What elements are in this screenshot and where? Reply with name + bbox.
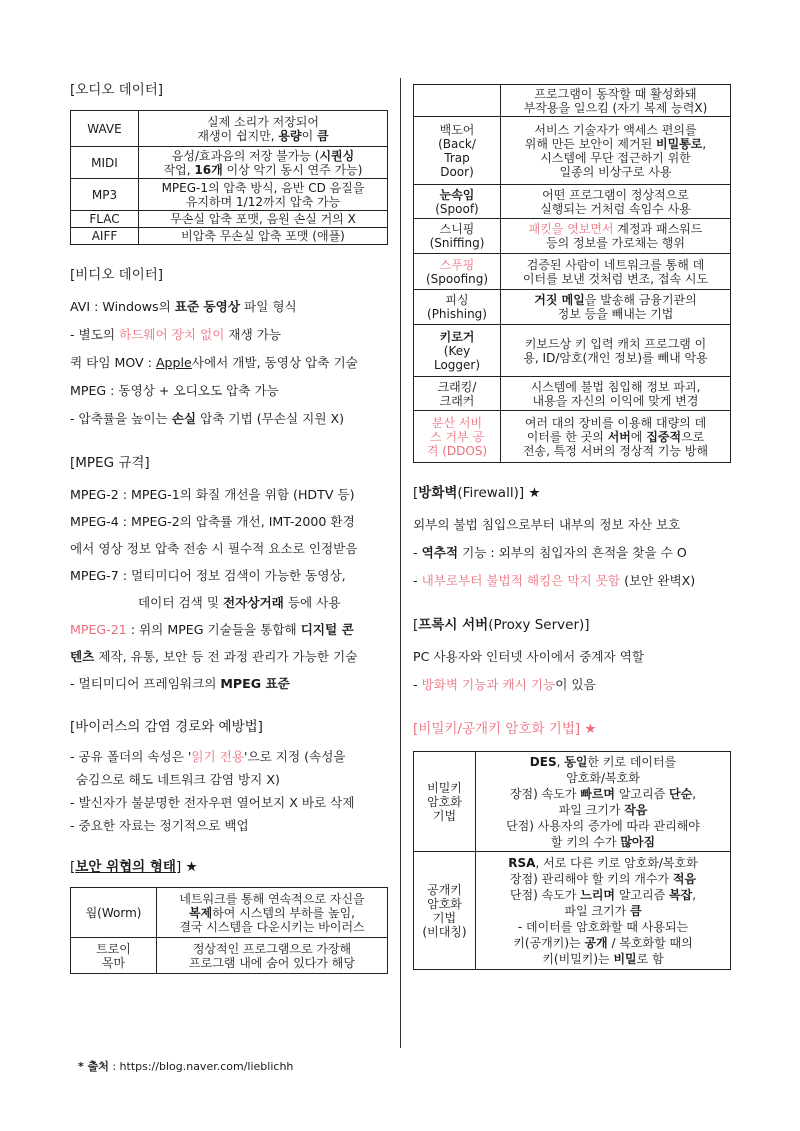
threat-desc: 정상적인 프로그램으로 가장해 프로그램 내에 숨어 있다가 해당 xyxy=(157,938,388,974)
mpeg-4: MPEG-4 : MPEG-2의 압축률 개선, IMT-2000 환경 xyxy=(70,514,355,529)
threat-desc: 검증된 사람이 네트워크를 통해 데 이터를 보낸 것처럼 변조, 접속 시도 xyxy=(501,254,731,290)
threat-name: 크래킹/ 크래커 xyxy=(414,377,501,411)
threat-name: 눈속임 (Spoof) xyxy=(414,185,501,219)
table-row xyxy=(414,85,731,117)
mpeg-framework: - 멀티미디어 프레임워크의 MPEG 표준 xyxy=(70,676,290,691)
audio-heading: [오디오 데이터] xyxy=(70,82,164,98)
threat-name xyxy=(414,85,501,117)
table-row xyxy=(71,211,388,228)
threat-desc: 시스템에 불법 침입해 정보 파괴, 내용을 자신의 이익에 맞게 변경 xyxy=(501,377,731,411)
format-name: WAVE xyxy=(71,111,139,147)
mpeg-heading: [MPEG 규격] xyxy=(70,455,150,471)
table-row xyxy=(414,254,731,290)
table-row xyxy=(414,219,731,254)
table-row xyxy=(71,111,388,147)
threat-name: 백도어 (Back/ Trap Door) xyxy=(414,117,501,185)
table-row xyxy=(414,117,731,185)
video-avi: AVI : Windows의 표준 동영상 파일 형식 xyxy=(70,299,297,314)
video-mpeg: MPEG : 동영상 + 오디오도 압축 가능 xyxy=(70,383,279,398)
mpeg-21-cont: 텐츠 제작, 유통, 보안 등 전 과정 관리가 가능한 기술 xyxy=(70,649,358,664)
firewall-line-1: 외부의 불법 침입으로부터 내부의 정보 자산 보호 xyxy=(413,517,681,532)
crypto-heading: [비밀키/공개키 암호화 기법] ★ xyxy=(413,721,597,737)
mpeg-7-cont: 데이터 검색 및 전자상거래 등에 사용 xyxy=(138,595,341,610)
threats-table-left xyxy=(70,887,388,974)
format-name: MIDI xyxy=(71,147,139,179)
format-name: FLAC xyxy=(71,211,139,228)
mpeg-21: MPEG-21 : 위의 MPEG 기술들을 통합해 디지털 콘 xyxy=(70,622,354,637)
threat-desc: 패킷을 엿보면서 계정과 패스워드 등의 정보를 가로채는 행위 xyxy=(501,219,731,254)
threat-name: 스푸핑 (Spoofing) xyxy=(414,254,501,290)
firewall-line-3: - 내부로부터 불법적 해킹은 막지 못함 (보안 완벽X) xyxy=(413,573,696,588)
video-lossy: - 압축률을 높이는 손실 압축 기법 (무손실 지원 X) xyxy=(70,411,345,426)
audio-table xyxy=(70,110,388,245)
crypto-method-desc: DES, 동일한 키로 데이터를 암호화/복호화 장점) 속도가 빠르며 알고리즘 단순, 파일 크기가 작음 단점) 사용자의 증가에 따라 관리해야 할 키의 수가 많아짐 xyxy=(476,752,731,852)
threat-desc: 키보드상 키 입력 캐치 프로그램 이 용, ID/암호(개인 정보)를 빼내 악용 xyxy=(501,325,731,377)
format-desc: 음성/효과음의 저장 불가능 (시퀀싱 작업, 16개 이상 악기 동시 연주 가능) xyxy=(139,147,388,179)
video-heading: [비디오 데이터] xyxy=(70,267,164,283)
format-desc: 비압축 무손실 압축 포맷 (애플) xyxy=(139,228,388,245)
threat-desc: 거짓 메일을 발송해 금융기관의 정보 등을 빼내는 기법 xyxy=(501,290,731,325)
mpeg-7: MPEG-7 : 멀티미디어 정보 검색이 가능한 동영상, xyxy=(70,568,346,583)
crypto-method-name: 비밀키 암호화 기법 xyxy=(414,752,476,852)
proxy-line-1: PC 사용자와 인터넷 사이에서 중계자 역할 xyxy=(413,649,645,664)
threat-name: 분산 서비 스 거부 공 격 (DDOS) xyxy=(414,411,501,463)
threat-name: 키로거 (Key Logger) xyxy=(414,325,501,377)
threat-desc: 프로그램이 동작할 때 활성화돼 부작용을 일으킴 (자기 복제 능력X) xyxy=(501,85,731,117)
video-mov: 퀵 타임 MOV : Apple사에서 개발, 동영상 압축 기술 xyxy=(70,355,358,370)
video-separate: - 별도의 하드웨어 장치 없이 재생 가능 xyxy=(70,327,282,342)
mpeg-2: MPEG-2 : MPEG-1의 화질 개선을 위함 (HDTV 등) xyxy=(70,487,355,502)
table-row xyxy=(71,228,388,245)
virus-line-2: 숨김으로 해도 네트워크 감염 방지 X) xyxy=(76,772,280,787)
table-row xyxy=(414,752,731,852)
virus-line-4: - 중요한 자료는 정기적으로 백업 xyxy=(70,818,249,833)
virus-heading: [바이러스의 감염 경로와 예방법] xyxy=(70,719,263,735)
crypto-table xyxy=(413,751,731,970)
table-row xyxy=(414,411,731,463)
threat-name: 피싱 (Phishing) xyxy=(414,290,501,325)
proxy-line-2: - 방화벽 기능과 캐시 기능이 있음 xyxy=(413,677,596,692)
format-desc: MPEG-1의 압축 방식, 음반 CD 음질을 유지하며 1/12까지 압축 가능 xyxy=(139,179,388,211)
crypto-method-name: 공개키 암호화 기법 (비대칭) xyxy=(414,852,476,970)
threat-name: 스니핑 (Sniffing) xyxy=(414,219,501,254)
table-row xyxy=(414,325,731,377)
column-divider xyxy=(400,78,401,1048)
threats-table-right xyxy=(413,84,731,463)
table-row xyxy=(414,185,731,219)
table-row xyxy=(414,290,731,325)
crypto-method-desc: RSA, 서로 다른 키로 암호화/복호화 장점) 관리해야 할 키의 개수가 적음 단점) 속도가 느리며 알고리즘 복잡, 파일 크기가 큼 - 데이터를 암호화할 때 사용되는 키(공개키)는 공개 / 복호화할 때의 키(비밀키)는 비밀로 함 xyxy=(476,852,731,970)
mpeg-4-cont: 에서 영상 정보 압축 전송 시 필수적 요소로 인정받음 xyxy=(70,541,358,556)
virus-line-1: - 공유 폴더의 속성은 '읽기 전용'으로 지정 (속성을 xyxy=(70,749,346,764)
format-desc: 무손실 압축 포맷, 음원 손실 거의 X xyxy=(139,211,388,228)
threat-desc: 여러 대의 장비를 이용해 대량의 데 이터를 한 곳의 서버에 집중적으로 전송, 특정 서버의 정상적 기능 방해 xyxy=(501,411,731,463)
source-footer: * 출처 : https://blog.naver.com/lieblichh xyxy=(78,1060,294,1073)
threats-heading: [보안 위협의 형태] ★ xyxy=(70,859,198,875)
format-name: AIFF xyxy=(71,228,139,245)
table-row xyxy=(71,938,388,974)
format-desc: 실제 소리가 저장되어 재생이 쉽지만, 용량이 큼 xyxy=(139,111,388,147)
table-row xyxy=(71,147,388,179)
virus-line-3: - 발신자가 불분명한 전자우편 열어보지 X 바로 삭제 xyxy=(70,795,355,810)
proxy-heading: [프록시 서버(Proxy Server)] xyxy=(413,617,590,633)
threat-name: 트로이 목마 xyxy=(71,938,157,974)
table-row xyxy=(414,377,731,411)
threat-desc: 네트워크를 통해 연속적으로 자신을 복제하여 시스템의 부하를 높임, 결국 시스템을 다운시키는 바이러스 xyxy=(157,888,388,938)
format-name: MP3 xyxy=(71,179,139,211)
firewall-line-2: - 역추적 기능 : 외부의 침입자의 흔적을 찾을 수 O xyxy=(413,545,687,560)
left-column xyxy=(70,80,388,974)
threat-name: 웜(Worm) xyxy=(71,888,157,938)
table-row xyxy=(71,888,388,938)
firewall-heading: [방화벽(Firewall)] ★ xyxy=(413,485,541,501)
threat-desc: 서비스 기술자가 액세스 편의를 위해 만든 보안이 제거된 비밀통로, 시스템에 무단 접근하기 위한 일종의 비상구로 사용 xyxy=(501,117,731,185)
table-row xyxy=(414,852,731,970)
threat-desc: 어떤 프로그램이 정상적으로 실행되는 거처럼 속임수 사용 xyxy=(501,185,731,219)
right-column xyxy=(413,84,731,970)
table-row xyxy=(71,179,388,211)
